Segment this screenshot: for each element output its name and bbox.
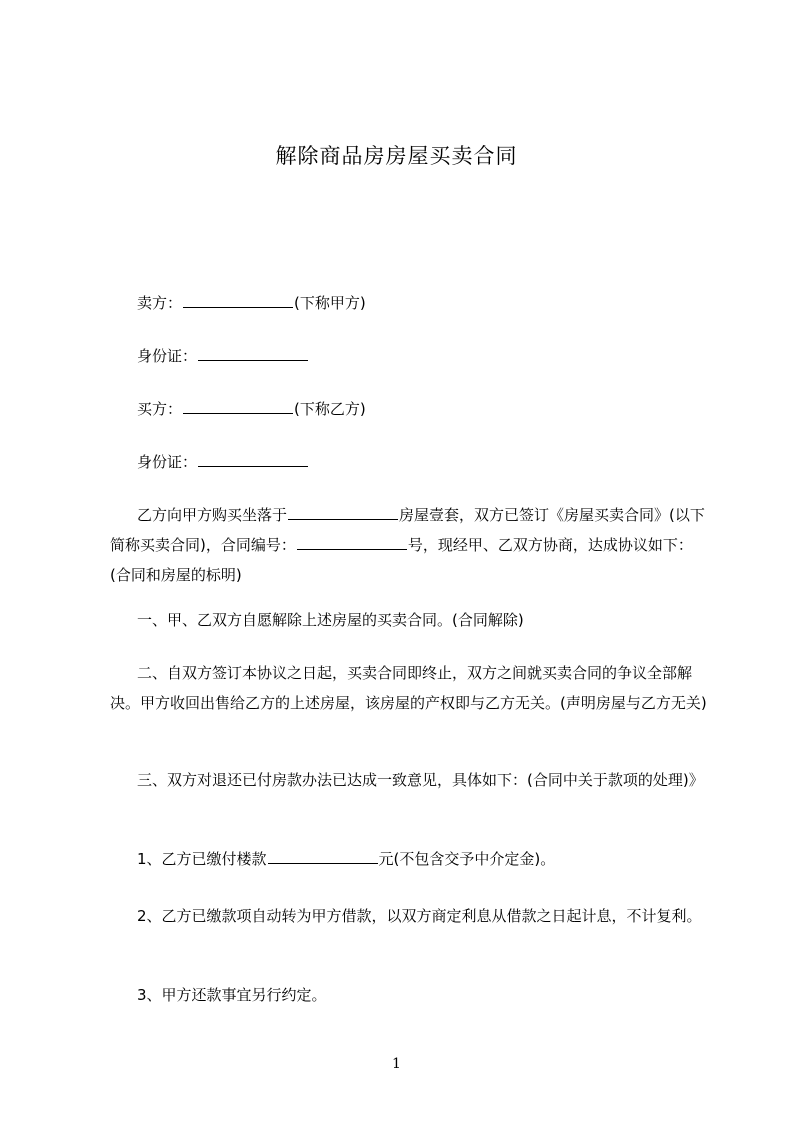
seller-line xyxy=(137,288,737,318)
buyer-name-blank xyxy=(183,399,293,414)
buyer-line xyxy=(137,394,737,424)
buyer-id-label: 身份证： xyxy=(137,453,198,471)
clause-1: 一、甲、乙双方自愿解除上述房屋的买卖合同。(合同解除) xyxy=(137,611,524,629)
buyer-id-blank xyxy=(198,452,308,467)
clause-2: 二、自双方签订本协议之日起，买卖合同即终止，双方之间就买卖合同的争议全部解决。甲方收回出售给乙方的上述房屋，该房屋的产权即与乙方无关。(声明房屋与乙方无关) xyxy=(110,664,707,712)
contract-number-blank xyxy=(297,535,407,550)
buyer-suffix: (下称乙方) xyxy=(294,400,366,418)
paid-amount-blank xyxy=(268,849,378,864)
clause-3: 三、双方对退还已付房款办法已达成一致意见，具体如下：(合同中关于款项的处理)》 xyxy=(137,771,704,789)
seller-label: 卖方： xyxy=(137,294,183,312)
seller-id-label: 身份证： xyxy=(137,347,198,365)
item-1 xyxy=(110,844,710,874)
intro-part3: 号，现经甲、乙双方协商，达成协议如下：(合同和房屋的标明) xyxy=(110,536,693,584)
item-2: 2、乙方已缴款项自动转为甲方借款，以双方商定利息从借款之日起计息，不计复利。 xyxy=(137,907,702,925)
seller-id-line xyxy=(137,341,737,371)
intro-part2: 房屋壹套，双方已签订《房屋买卖合同》(以下简称买卖合同)，合同编号： xyxy=(110,506,705,554)
item-1-suffix: 元(不包含交予中介定金)。 xyxy=(378,850,556,868)
buyer-label: 买方： xyxy=(137,400,183,418)
intro-part1: 乙方向甲方购买坐落于 xyxy=(137,506,288,524)
intro-paragraph xyxy=(110,500,710,590)
buyer-id-line xyxy=(137,447,737,477)
document-title: 解除商品房房屋买卖合同 xyxy=(275,144,518,168)
seller-suffix: (下称甲方) xyxy=(294,294,366,312)
seller-id-blank xyxy=(198,346,308,361)
property-address-blank xyxy=(288,505,398,520)
seller-name-blank xyxy=(183,293,293,308)
item-3: 3、甲方还款事宜另行约定。 xyxy=(137,986,327,1004)
page-number: 1 xyxy=(392,1056,401,1072)
item-1-prefix: 1、乙方已缴付楼款 xyxy=(137,850,267,868)
